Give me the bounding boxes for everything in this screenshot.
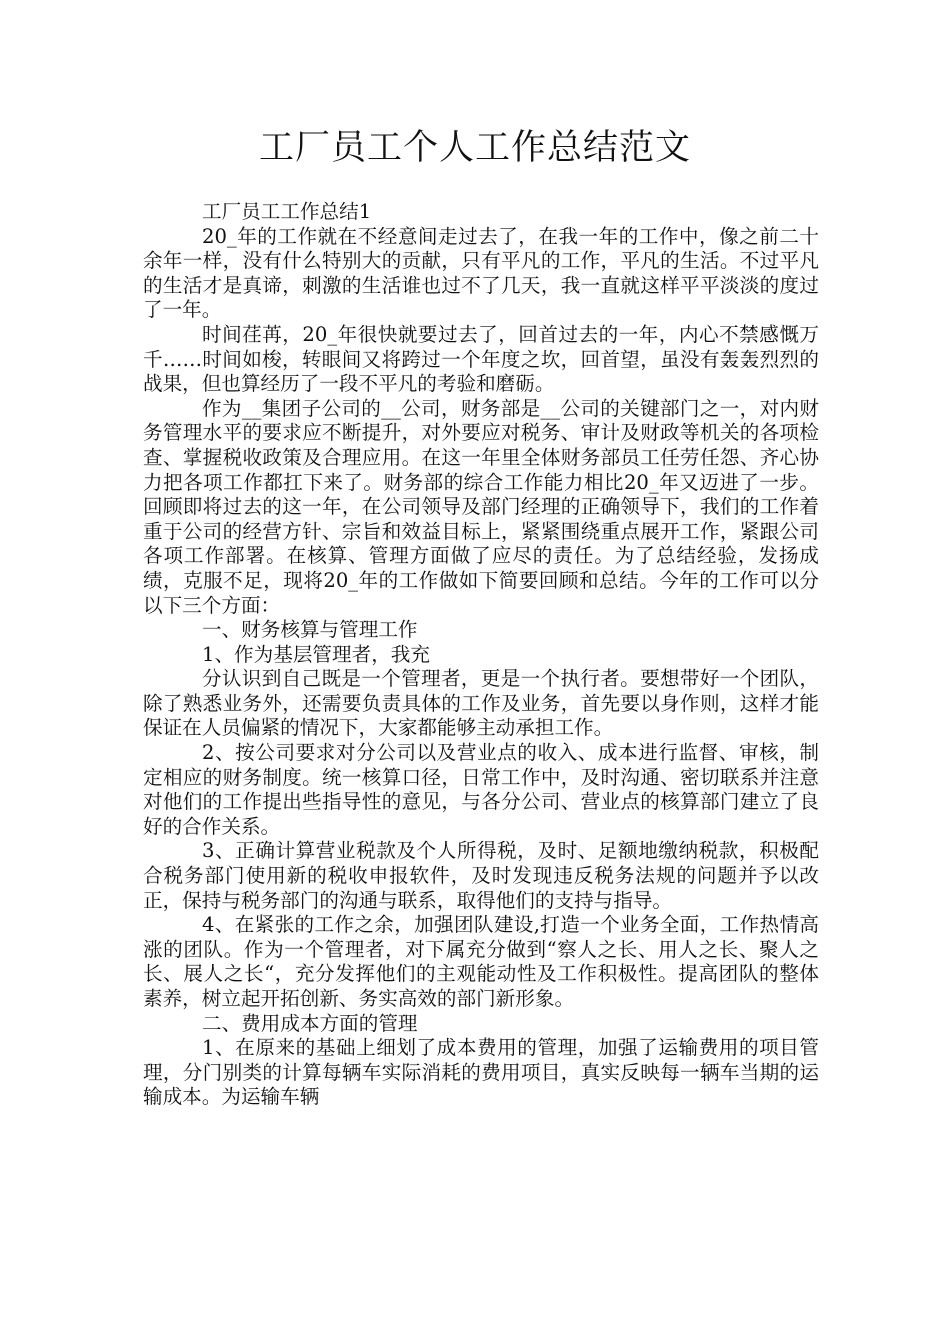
paragraph: 分认识到自己既是一个管理者，更是一个执行者。要想带好一个团队，除了熟悉业务外，还需要负责具体的工作及业务，首先要以身作则，这样才能保证在人员偏紧的情况下，大家都能够主动承担工作。 (143, 667, 819, 740)
document-body (143, 200, 819, 1110)
paragraph: 20_年的工作就在不经意间走过去了，在我一年的工作中，像之前二十余年一样，没有什么特别大的贡献，只有平凡的工作，平凡的生活。不过平凡的生活才是真谛，刺激的生活谁也过不了几天，我一直就这样平平淡淡的度过了一年。 (143, 224, 819, 322)
paragraph: 2、按公司要求对分公司以及营业点的收入、成本进行监督、审核，制定相应的财务制度。统一核算口径，日常工作中，及时沟通、密切联系并注意对他们的工作提出些指导性的意见，与各分公司、营业点的核算部门建立了良好的合作关系。 (143, 741, 819, 838)
paragraph: 1、在原来的基础上细划了成本费用的管理，加强了运输费用的项目管理，分门别类的计算每辆车实际消耗的费用项目，真实反映每一辆车当期的运输成本。为运输车辆 (143, 1036, 819, 1109)
paragraph: 3、正确计算营业税款及个人所得税，及时、足额地缴纳税款，积极配合税务部门使用新的税收申报软件，及时发现违反税务法规的问题并予以改正，保持与税务部门的沟通与联系，取得他们的支持与指导。 (143, 839, 819, 912)
paragraph: 1、作为基层管理者，我充 (202, 642, 430, 666)
paragraph: 时间荏苒，20_年很快就要过去了，回首过去的一年，内心不禁感慨万千……时间如梭，转眼间又将跨过一个年度之坎，回首望，虽没有轰轰烈烈的战果，但也算经历了一段不平凡的考验和磨砺。 (143, 322, 819, 396)
section-heading: 工厂员工工作总结1 (202, 200, 372, 223)
document-title: 工厂员工个人工作总结范文 (258, 128, 691, 168)
paragraph: 4、在紧张的工作之余，加强团队建设,打造一个业务全面，工作热情高涨的团队。作为一个管理者，对下属充分做到“察人之长、用人之长、聚人之长、展人之长“，充分发挥他们的主观能动性及工作积极性。提高团队的整体素养，树立起开拓创新、务实高效的部门新形象。 (143, 913, 819, 1010)
section-heading: 二、费用成本方面的管理 (202, 1011, 418, 1035)
paragraph: 作为__集团子公司的__公司，财务部是__公司的关键部门之一，对内财务管理水平的要求应不断提升，对外要应对税务、审计及财政等机关的各项检查、掌握税收政策及合理应用。在这一年里全体财务部员工任劳任怨、齐心协力把各项工作都扛下来了。财务部的综合工作能力相比20_年又迈进了一步。回顾即将过去的这一年，在公司领导及部门经理的正确领导下，我们的工作着重于公司的经营方针、宗旨和效益目标上，紧紧围绕重点展开工作，紧跟公司各项工作部署。在核算、管理方面做了应尽的责任。为了总结经验，发扬成绩，克服不足，现将20_年的工作做如下简要回顾和总结。今年的工作可以分以下三个方面： (143, 396, 819, 617)
section-heading: 一、财务核算与管理工作 (202, 618, 418, 642)
